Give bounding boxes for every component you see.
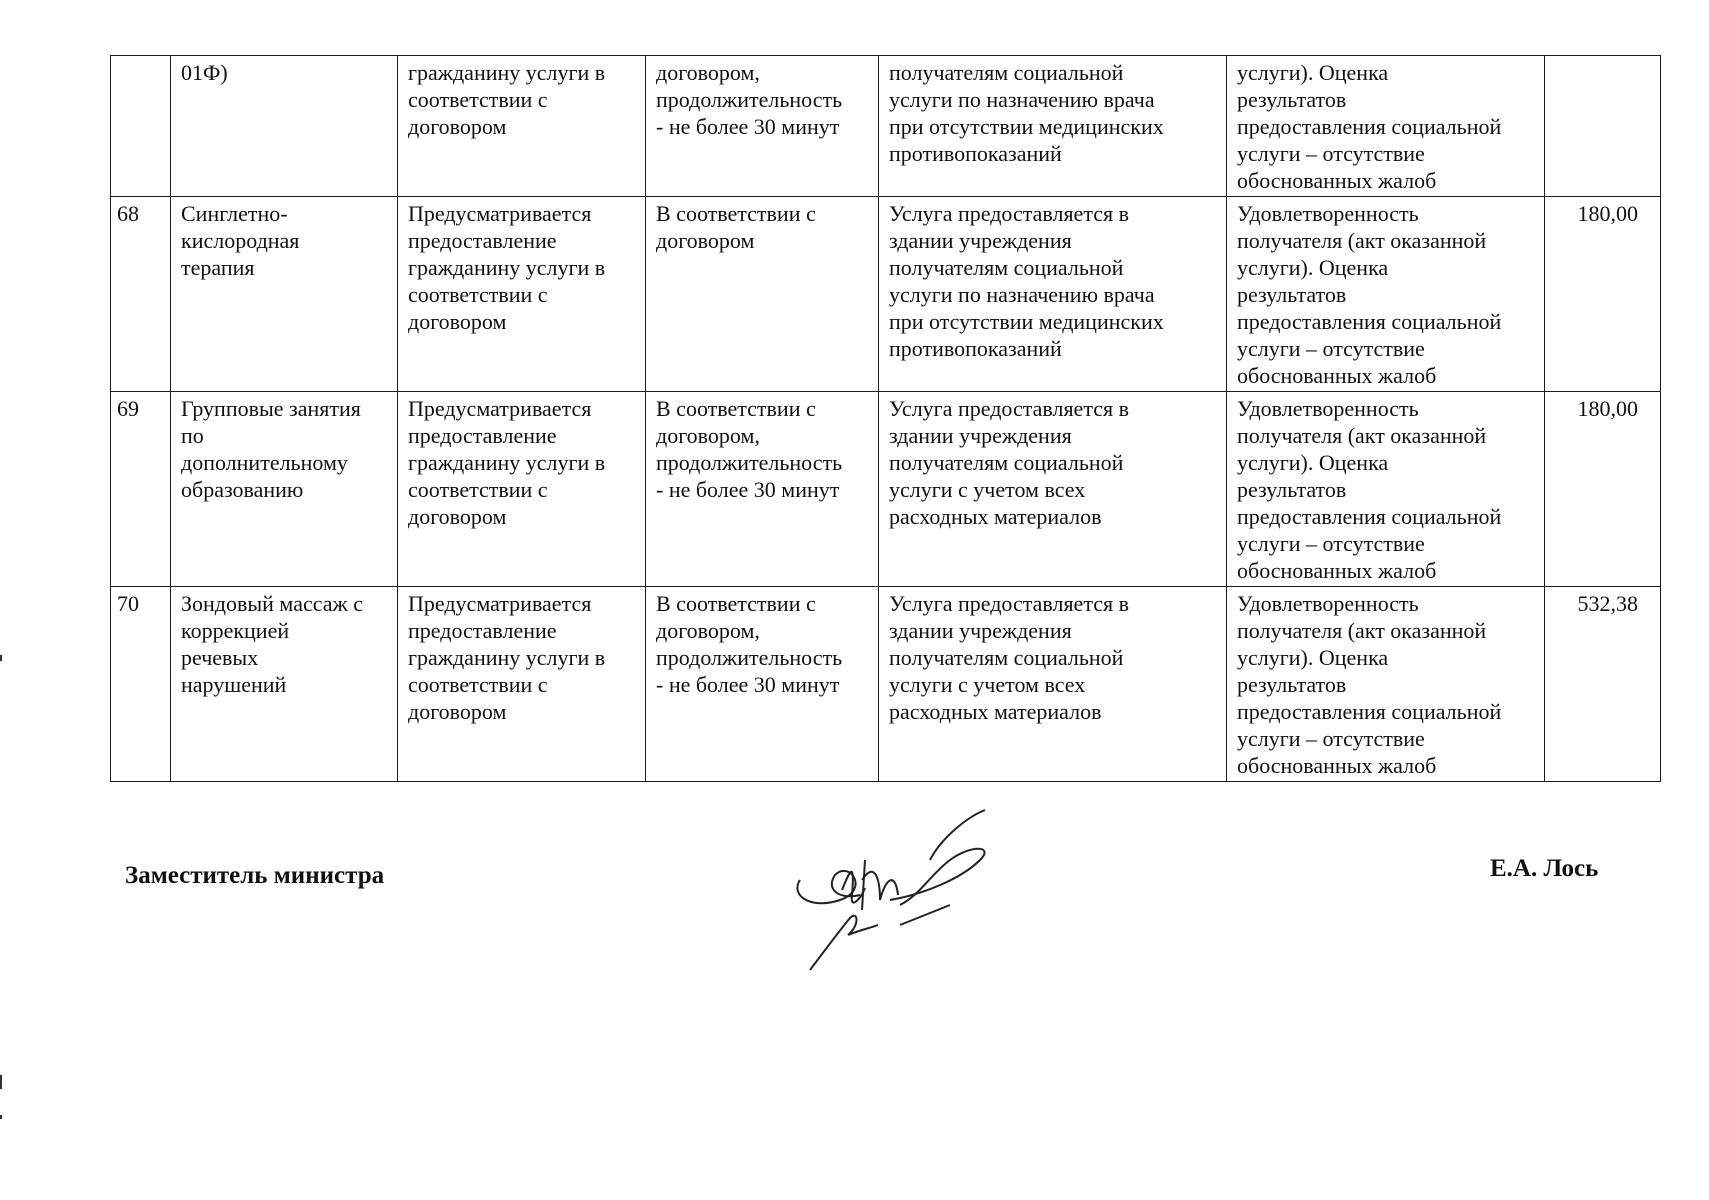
service-quality-line: услуги – отсутствие xyxy=(1237,141,1425,166)
service-quality-line: услуги – отсутствие xyxy=(1237,726,1425,751)
service-conditions-cell xyxy=(879,587,1227,782)
service-quality-line: услуги). Оценка xyxy=(1237,450,1389,475)
service-volume-line: продолжительность xyxy=(656,450,843,475)
table-row xyxy=(111,587,1661,782)
service-quality-cell xyxy=(1227,197,1545,392)
service-conditions-line: услуги по назначению врача xyxy=(889,87,1155,112)
service-content-line: предоставление xyxy=(408,423,557,448)
service-quality-line: услуги – отсутствие xyxy=(1237,531,1425,556)
row-number-cell xyxy=(111,392,171,587)
service-conditions-cell xyxy=(879,197,1227,392)
service-quality-line: получателя (акт оказанной xyxy=(1237,618,1487,643)
service-volume-line: договором, xyxy=(656,423,760,448)
signatory-name: Е.А. Лось xyxy=(1490,855,1599,882)
service-conditions-line: здании учреждения xyxy=(889,423,1072,448)
service-quality-line: Удовлетворенность xyxy=(1237,591,1419,616)
service-conditions-line: противопоказаний xyxy=(889,336,1062,361)
service-conditions-line: Услуга предоставляется в xyxy=(889,396,1129,421)
service-quality-line: услуги). Оценка xyxy=(1237,645,1389,670)
signatory-position: Заместитель министра xyxy=(125,862,385,889)
service-name-line: 01Ф) xyxy=(181,60,228,85)
service-content-line: гражданину услуги в xyxy=(408,645,606,670)
service-name-line: коррекцией xyxy=(181,618,290,643)
service-quality-line: результатов xyxy=(1237,477,1347,502)
service-name-line: Групповые занятия xyxy=(181,396,361,421)
service-content-line: Предусматривается xyxy=(408,396,592,421)
service-conditions-line: услуги с учетом всех xyxy=(889,477,1086,502)
service-price: 532,38 xyxy=(1577,591,1638,616)
service-quality-line: результатов xyxy=(1237,672,1347,697)
service-content-line: соответствии с xyxy=(408,672,548,697)
service-name-line: речевых xyxy=(181,645,259,670)
service-conditions-line: получателям социальной xyxy=(889,645,1124,670)
service-content-line: договором xyxy=(408,114,507,139)
service-name-line: Зондовый массаж с xyxy=(181,591,363,616)
service-name-line: нарушений xyxy=(181,672,287,697)
service-volume-line: В соответствии с xyxy=(656,201,816,226)
service-volume-cell xyxy=(646,197,879,392)
service-volume-line: продолжительность xyxy=(656,645,843,670)
service-quality-line: получателя (акт оказанной xyxy=(1237,228,1487,253)
service-quality-line: Удовлетворенность xyxy=(1237,396,1419,421)
service-content-line: Предусматривается xyxy=(408,201,592,226)
service-content-line: гражданину услуги в xyxy=(408,60,606,85)
service-conditions-cell xyxy=(879,56,1227,197)
service-quality-line: получателя (акт оказанной xyxy=(1237,423,1487,448)
service-conditions-line: Услуга предоставляется в xyxy=(889,201,1129,226)
service-conditions-line: при отсутствии медицинских xyxy=(889,114,1164,139)
service-conditions-line: услуги по назначению врача xyxy=(889,282,1155,307)
service-price-cell xyxy=(1545,197,1661,392)
service-price-cell xyxy=(1545,56,1661,197)
service-name-cell xyxy=(171,587,398,782)
service-quality-line: обоснованных жалоб xyxy=(1237,753,1437,778)
service-quality-line: результатов xyxy=(1237,282,1347,307)
service-conditions-line: здании учреждения xyxy=(889,228,1072,253)
service-conditions-line: расходных материалов xyxy=(889,504,1102,529)
service-content-cell xyxy=(398,392,646,587)
service-name-cell xyxy=(171,197,398,392)
service-price-cell xyxy=(1545,587,1661,782)
service-content-line: договором xyxy=(408,309,507,334)
service-content-line: соответствии с xyxy=(408,477,548,502)
service-conditions-line: услуги с учетом всех xyxy=(889,672,1086,697)
service-price: 180,00 xyxy=(1577,201,1638,226)
service-name-line: кислородная xyxy=(181,228,300,253)
service-quality-line: услуги). Оценка xyxy=(1237,255,1389,280)
service-price: 180,00 xyxy=(1577,396,1638,421)
service-conditions-line: получателям социальной xyxy=(889,255,1124,280)
service-content-line: предоставление xyxy=(408,228,557,253)
service-volume-line: В соответствии с xyxy=(656,591,816,616)
row-number: 70 xyxy=(117,591,139,616)
row-number: 69 xyxy=(117,396,139,421)
service-quality-line: обоснованных жалоб xyxy=(1237,168,1437,193)
row-number-cell xyxy=(111,197,171,392)
service-content-cell xyxy=(398,197,646,392)
table-row xyxy=(111,56,1661,197)
service-volume-line: - не более 30 минут xyxy=(656,114,840,139)
service-conditions-line: получателям социальной xyxy=(889,60,1124,85)
service-volume-line: - не более 30 минут xyxy=(656,672,840,697)
service-conditions-line: Услуга предоставляется в xyxy=(889,591,1129,616)
service-name-cell xyxy=(171,392,398,587)
row-number: 68 xyxy=(117,201,139,226)
service-volume-cell xyxy=(646,392,879,587)
service-quality-line: услуги – отсутствие xyxy=(1237,336,1425,361)
service-conditions-line: противопоказаний xyxy=(889,141,1062,166)
service-name-line: терапия xyxy=(181,255,255,280)
services-table xyxy=(110,55,1661,782)
scan-margin-mark xyxy=(0,655,2,661)
row-number-cell xyxy=(111,56,171,197)
service-conditions-line: получателям социальной xyxy=(889,450,1124,475)
service-quality-cell xyxy=(1227,587,1545,782)
service-quality-line: результатов xyxy=(1237,87,1347,112)
service-content-line: договором xyxy=(408,504,507,529)
service-quality-line: предоставления социальной xyxy=(1237,504,1502,529)
service-content-line: соответствии с xyxy=(408,282,548,307)
service-content-line: договором xyxy=(408,699,507,724)
handwritten-signature-icon xyxy=(780,800,1020,980)
table-body xyxy=(111,56,1661,782)
scan-margin-mark xyxy=(0,1075,2,1089)
service-price-cell xyxy=(1545,392,1661,587)
service-conditions-cell xyxy=(879,392,1227,587)
scan-margin-mark xyxy=(0,1115,2,1119)
service-volume-line: договором, xyxy=(656,60,760,85)
service-quality-cell xyxy=(1227,392,1545,587)
service-quality-line: обоснованных жалоб xyxy=(1237,558,1437,583)
service-content-line: гражданину услуги в xyxy=(408,450,606,475)
service-quality-cell xyxy=(1227,56,1545,197)
service-quality-line: предоставления социальной xyxy=(1237,699,1502,724)
service-quality-line: услуги). Оценка xyxy=(1237,60,1389,85)
service-content-cell xyxy=(398,587,646,782)
service-volume-cell xyxy=(646,587,879,782)
service-volume-line: В соответствии с xyxy=(656,396,816,421)
service-name-line: образованию xyxy=(181,477,304,502)
table-row xyxy=(111,392,1661,587)
service-name-line: дополнительному xyxy=(181,450,348,475)
service-volume-line: договором, xyxy=(656,618,760,643)
table-row xyxy=(111,197,1661,392)
service-content-line: соответствии с xyxy=(408,87,548,112)
service-content-line: гражданину услуги в xyxy=(408,255,606,280)
service-volume-line: продолжительность xyxy=(656,87,843,112)
service-name-line: по xyxy=(181,423,204,448)
service-name-cell xyxy=(171,56,398,197)
service-quality-line: предоставления социальной xyxy=(1237,309,1502,334)
service-quality-line: обоснованных жалоб xyxy=(1237,363,1437,388)
service-volume-line: договором xyxy=(656,228,755,253)
service-volume-cell xyxy=(646,56,879,197)
service-conditions-line: при отсутствии медицинских xyxy=(889,309,1164,334)
service-conditions-line: расходных материалов xyxy=(889,699,1102,724)
row-number-cell xyxy=(111,587,171,782)
service-content-line: предоставление xyxy=(408,618,557,643)
service-volume-line: - не более 30 минут xyxy=(656,477,840,502)
service-quality-line: Удовлетворенность xyxy=(1237,201,1419,226)
service-content-cell xyxy=(398,56,646,197)
service-conditions-line: здании учреждения xyxy=(889,618,1072,643)
service-content-line: Предусматривается xyxy=(408,591,592,616)
service-quality-line: предоставления социальной xyxy=(1237,114,1502,139)
service-name-line: Синглетно- xyxy=(181,201,288,226)
